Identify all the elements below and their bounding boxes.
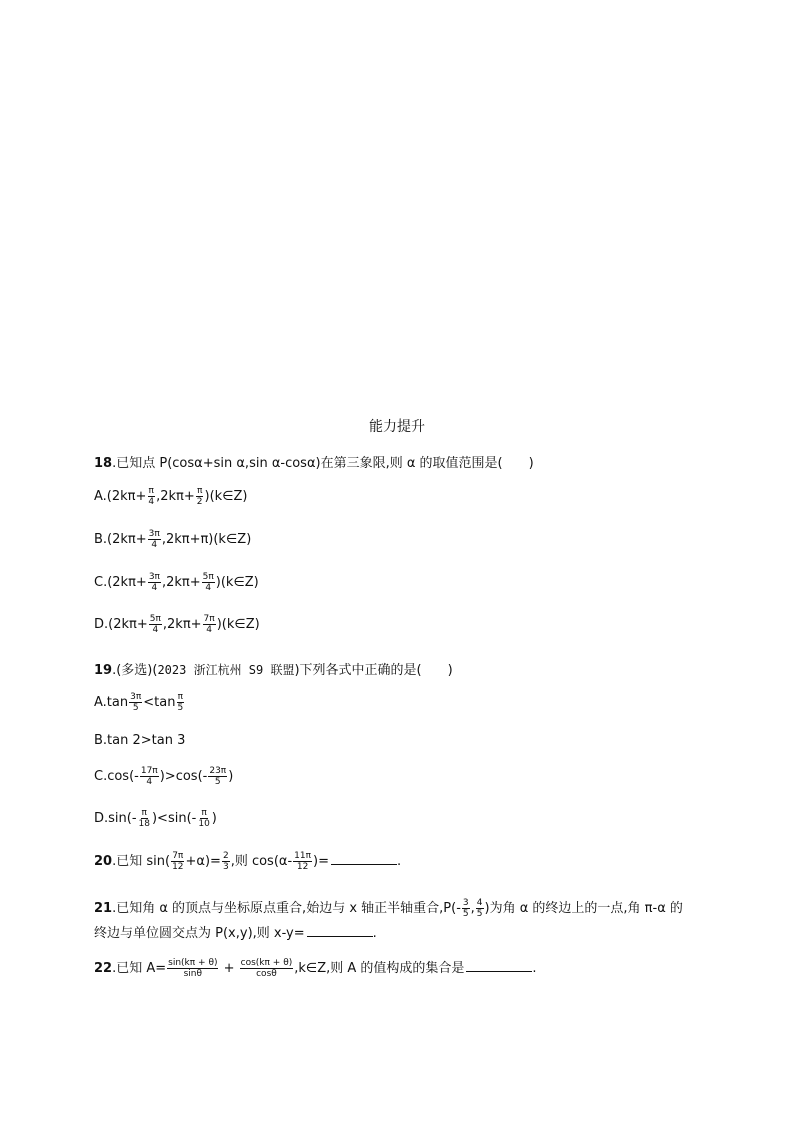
text-span: ,2kπ+ [161, 575, 201, 590]
fraction [148, 572, 161, 593]
text-span: A.tan [94, 695, 129, 710]
fraction [171, 851, 184, 872]
text-span: +α)= [185, 854, 221, 869]
fraction-denominator: 4 [206, 625, 212, 635]
fraction-numerator: 3π [148, 529, 160, 539]
fraction [196, 486, 204, 507]
q18-option-a [94, 486, 248, 507]
text-span: C.(2kπ+ [94, 575, 147, 590]
fraction [462, 898, 470, 919]
fraction [476, 898, 484, 919]
fraction-denominator: 18 [138, 819, 150, 829]
question-21-line-2 [94, 922, 377, 941]
fraction-denominator: 5 [132, 703, 139, 713]
fraction [202, 572, 215, 593]
text-span: )= [313, 854, 330, 869]
fraction-denominator: 3 [222, 862, 229, 872]
fraction-numerator: π [201, 808, 207, 818]
text-span: ,则 cos(α- [230, 854, 293, 869]
q19-option-a [94, 692, 185, 713]
q18-option-d [94, 614, 260, 635]
text-span: )(k∈Z) [216, 617, 260, 632]
text-span: )>cos(- [159, 769, 208, 784]
text-span: )<sin(- [151, 811, 197, 826]
text-span: ) [211, 811, 217, 826]
answer-blank [466, 971, 532, 972]
fraction-numerator: 11π [294, 851, 312, 861]
fraction-denominator: 12 [296, 862, 309, 872]
fraction-denominator: 5 [462, 909, 469, 919]
q18-option-b [94, 529, 251, 550]
fraction-numerator: 2 [222, 851, 229, 861]
question-number: 18 [94, 456, 113, 471]
text-span: B.(2kπ+ [94, 532, 147, 547]
question-18-stem [94, 452, 534, 471]
text-span: D.(2kπ+ [94, 617, 148, 632]
fraction-numerator: 3π [148, 572, 160, 582]
text-span: B.tan 2>tan 3 [94, 733, 186, 748]
answer-blank [307, 936, 373, 937]
fraction-denominator: 4 [151, 583, 158, 593]
text-span: .已知角 α 的顶点与坐标原点重合,始边与 x 轴正半轴重合,P(- [112, 901, 461, 916]
fraction-denominator: sinθ [183, 969, 203, 979]
answer-blank [331, 864, 397, 865]
fraction-numerator: cos(kπ + θ) [240, 958, 293, 968]
fraction-denominator: 4 [205, 583, 212, 593]
text-span: )(k∈Z) [215, 575, 259, 590]
question-19-stem [94, 659, 453, 678]
question-text: .已知点 P(cosα+sin α,sin α-cosα)在第三象限,则 α 的取值范围是( ) [112, 456, 534, 471]
fraction-denominator: 5 [476, 909, 483, 919]
text-span: . [532, 961, 537, 976]
question-22 [94, 957, 537, 979]
text-span: 终边与单位圆交点为 P(x,y),则 x-y= [94, 926, 305, 941]
fraction-numerator: π [177, 692, 184, 702]
text-span: )下列各式中正确的是( ) [294, 663, 453, 678]
text-span: , [470, 901, 475, 916]
fraction [197, 808, 210, 829]
fraction [222, 851, 230, 872]
fraction-numerator: sin(kπ + θ) [168, 958, 218, 968]
fraction [140, 766, 159, 787]
q19-option-d [94, 808, 217, 829]
fraction [149, 614, 162, 635]
fraction-numerator: π [196, 486, 203, 496]
q18-option-c [94, 572, 259, 593]
fraction [147, 486, 155, 507]
text-span: ,2kπ+π)(k∈Z) [161, 532, 252, 547]
question-source: 2023 浙江杭州 S9 联盟 [157, 663, 295, 677]
text-span: . [397, 854, 402, 869]
fraction-numerator: 7π [203, 614, 215, 624]
text-span: ,k∈Z,则 A 的值构成的集合是 [294, 961, 465, 976]
text-span: .已知 A= [112, 961, 167, 976]
text-span: C.cos(- [94, 769, 139, 784]
fraction [293, 851, 312, 872]
fraction-denominator: 4 [152, 625, 159, 635]
fraction [203, 614, 216, 635]
text-span: D.sin(- [94, 811, 137, 826]
fraction [167, 958, 218, 979]
text-span: + [219, 961, 239, 976]
question-21-line-1 [94, 897, 683, 919]
text-span: ,2kπ+ [162, 617, 202, 632]
fraction-denominator: 4 [148, 497, 155, 507]
question-20 [94, 850, 401, 872]
fraction-denominator: 4 [146, 777, 153, 787]
fraction-numerator: 23π [209, 766, 227, 776]
fraction-denominator: 10 [198, 819, 210, 829]
fraction-numerator: π [141, 808, 147, 818]
fraction [240, 958, 294, 979]
q19-option-b [94, 733, 185, 748]
text-span: A.(2kπ+ [94, 489, 147, 504]
fraction [176, 692, 184, 713]
fraction [138, 808, 151, 829]
fraction [129, 692, 142, 713]
fraction [208, 766, 227, 787]
fraction [148, 529, 161, 550]
section-title: 能力提升 [369, 419, 425, 435]
question-number: 20 [94, 854, 113, 869]
fraction-denominator: cosθ [256, 969, 277, 979]
fraction-denominator: 5 [214, 777, 221, 787]
question-number: 19 [94, 663, 113, 678]
fraction-numerator: 5π [149, 614, 161, 624]
text-span: )为角 α 的终边上的一点,角 π-α 的 [484, 901, 683, 916]
text-span: .已知 sin( [112, 854, 171, 869]
text-span: )(k∈Z) [204, 489, 248, 504]
fraction-numerator: 7π [172, 851, 184, 861]
text-span: ,2kπ+ [156, 489, 195, 504]
fraction-denominator: 12 [172, 862, 184, 872]
question-number: 22 [94, 961, 113, 976]
text-span: ) [228, 769, 234, 784]
fraction-denominator: 2 [196, 497, 203, 507]
fraction-denominator: 5 [177, 703, 184, 713]
text-span: <tan [143, 695, 176, 710]
question-number: 21 [94, 901, 113, 916]
fraction-numerator: 3π [130, 692, 142, 702]
fraction-numerator: π [148, 486, 154, 496]
fraction-numerator: 5π [202, 572, 214, 582]
text-span: .(多选)( [112, 663, 158, 678]
q19-option-c [94, 766, 233, 787]
fraction-numerator: 3 [462, 898, 469, 908]
text-span: . [372, 926, 377, 941]
fraction-numerator: 4 [476, 898, 483, 908]
fraction-denominator: 4 [151, 540, 158, 550]
fraction-numerator: 17π [140, 766, 158, 776]
